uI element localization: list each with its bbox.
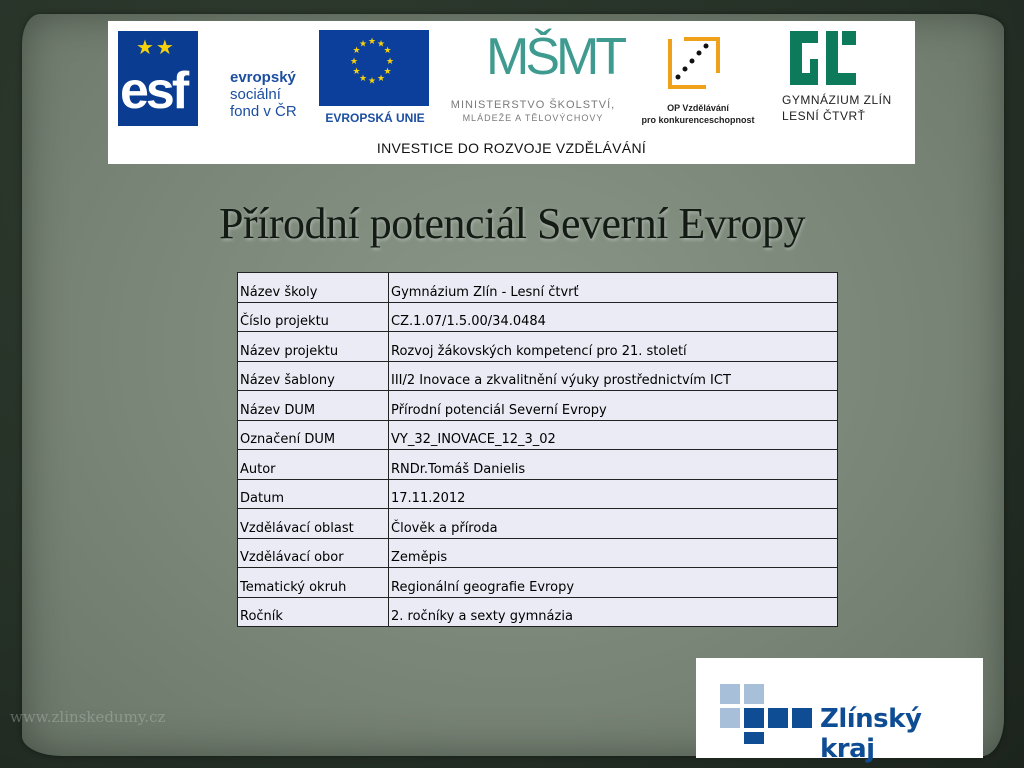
logo-banner	[108, 21, 915, 164]
zk-square-icon	[744, 708, 764, 728]
watermark-link[interactable]: www.zlinskedumy.cz	[10, 708, 166, 726]
row-value: 2. ročníky a sexty gymnázia	[389, 597, 838, 627]
zk-square-icon	[792, 708, 812, 728]
zk-square-icon	[744, 732, 764, 744]
row-key: Datum	[238, 479, 389, 509]
row-value: Člověk a příroda	[389, 509, 838, 539]
row-key: Ročník	[238, 597, 389, 627]
table-row	[238, 302, 838, 332]
row-key: Označení DUM	[238, 420, 389, 450]
gymnazium-mark-icon	[788, 29, 858, 87]
tagline: INVESTICE DO ROZVOJE VZDĚLÁVÁNÍ	[376, 140, 647, 156]
row-value: Regionální geografie Evropy	[389, 568, 838, 598]
zk-square-icon	[720, 708, 740, 728]
row-value: Rozvoj žákovských kompetencí pro 21. století	[389, 332, 838, 362]
svg-text:★: ★	[367, 37, 377, 47]
svg-text:★: ★	[383, 46, 392, 56]
row-value: VY_32_INOVACE_12_3_02	[389, 420, 838, 450]
eu-logo	[316, 27, 434, 131]
table-row	[238, 538, 838, 568]
row-key: Vzdělávací oblast	[238, 509, 389, 539]
msmt-line2: MLÁDEŽE A TĚLOVÝCHOVY	[462, 113, 604, 123]
row-key: Autor	[238, 450, 389, 480]
msmt-line1: MINISTERSTVO ŠKOLSTVÍ,	[450, 99, 616, 111]
row-value: RNDr.Tomáš Danielis	[389, 450, 838, 480]
zk-square-icon	[744, 684, 764, 704]
slide-title: Přírodní potenciál Severní Evropy	[219, 199, 805, 248]
esf-mark: esf	[120, 62, 187, 120]
table-row	[238, 361, 838, 391]
op-line1: OP Vzdělávání	[667, 103, 729, 113]
row-key: Vzdělávací obor	[238, 538, 389, 568]
svg-text:★: ★	[358, 74, 368, 84]
table-row	[238, 420, 838, 450]
svg-text:★: ★	[376, 39, 386, 50]
zk-square-icon	[768, 708, 788, 728]
svg-text:★: ★	[349, 57, 359, 67]
esf-logo	[118, 31, 303, 126]
row-value: Zeměpis	[389, 538, 838, 568]
row-key: Tematický okruh	[238, 568, 389, 598]
gymnazium-line1: GYMNÁZIUM ZLÍN	[782, 93, 892, 107]
table-row	[238, 479, 838, 509]
row-value: III/2 Inovace a zkvalitnění výuky prostřednictvím ICT	[389, 361, 838, 391]
svg-text:★: ★	[352, 46, 361, 56]
table-row	[238, 509, 838, 539]
svg-text:★: ★	[385, 57, 395, 67]
svg-text:★: ★	[383, 67, 392, 77]
svg-text:★: ★	[367, 76, 377, 86]
svg-text:★: ★	[376, 74, 386, 84]
table-row	[238, 568, 838, 598]
zlinsky-kraj-logo	[696, 658, 983, 764]
zk-square-icon	[720, 684, 740, 704]
row-value: Přírodní potenciál Severní Evropy	[389, 391, 838, 421]
table-row	[238, 391, 838, 421]
esf-line2: sociální	[230, 86, 281, 103]
esf-line1: evropský	[230, 69, 296, 86]
row-key: Číslo projektu	[238, 302, 389, 332]
svg-text:★: ★	[358, 39, 368, 50]
gymnazium-logo	[778, 27, 908, 131]
eu-stars-icon	[347, 36, 397, 86]
op-mark-icon	[664, 33, 724, 93]
table-row	[238, 332, 838, 362]
row-key: Název šablony	[238, 361, 389, 391]
table-row	[238, 273, 838, 303]
gymnazium-line2: LESNÍ ČTVRŤ	[782, 109, 866, 123]
row-value: CZ.1.07/1.5.00/34.0484	[389, 302, 838, 332]
msmt-logo	[438, 27, 628, 131]
esf-line3: fond v ČR	[230, 103, 297, 120]
row-key: Název DUM	[238, 391, 389, 421]
zk-text: Zlínský kraj	[820, 704, 922, 764]
msmt-mark: MŠMT	[486, 28, 624, 86]
table-row	[238, 450, 838, 480]
row-key: Název projektu	[238, 332, 389, 362]
esf-stars-icon: ★★	[136, 35, 176, 59]
row-key: Název školy	[238, 273, 389, 303]
row-value: 17.11.2012	[389, 479, 838, 509]
row-value: Gymnázium Zlín - Lesní čtvrť	[389, 273, 838, 303]
op-logo	[628, 27, 768, 131]
svg-text:★: ★	[352, 67, 361, 77]
info-table	[237, 272, 838, 627]
eu-label: EVROPSKÁ UNIE	[325, 111, 425, 125]
table-row	[238, 597, 838, 627]
op-line2: pro konkurenceschopnost	[641, 115, 755, 125]
esf-text	[230, 69, 297, 120]
